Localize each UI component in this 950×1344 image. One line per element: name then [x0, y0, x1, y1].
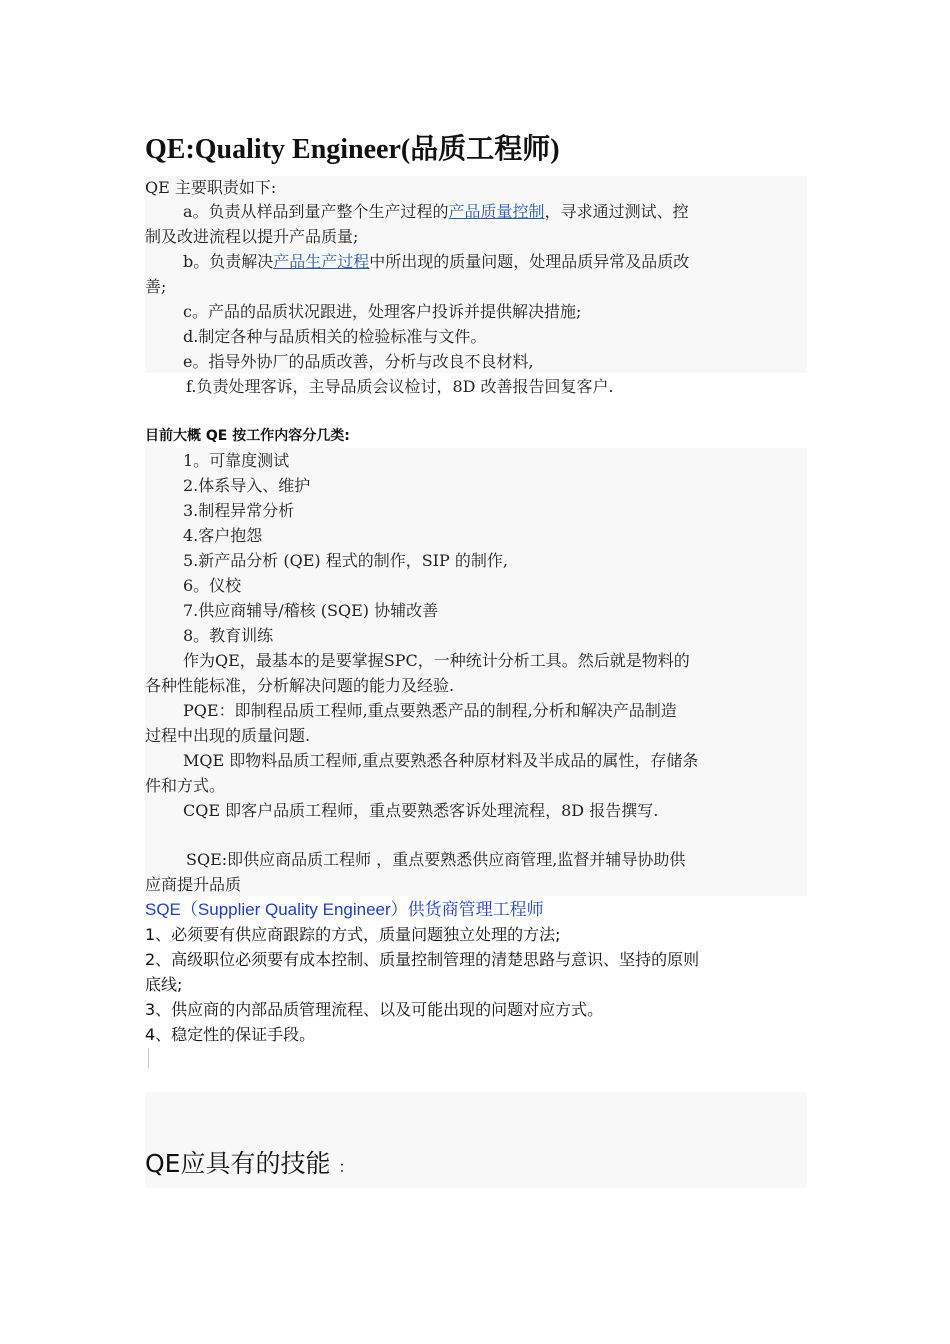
sqe-item-2-line1: 2、高级职位必须要有成本控制、质量控制管理的清楚思路与意识、坚持的原则 [145, 950, 700, 969]
duty-b-text-cont: 中所出现的质量问题，处理品质异常及品质改 [369, 252, 690, 271]
mqe-line1: MQE 即物料品质工程师,重点要熟悉各种原材料及半成品的属性，存储条 [183, 751, 699, 770]
category-item: 4.客户抱怨 [183, 526, 263, 545]
pqe-line1: PQE：即制程品质工程师,重点要熟悉产品的制程,分析和解决产品制造 [183, 701, 677, 720]
cqe-line: CQE 即客户品质工程师，重点要熟悉客诉处理流程，8D 报告撰写. [183, 801, 659, 820]
categories-heading: 目前大概 QE 按工作内容分几类: [145, 428, 350, 444]
duties-intro: QE 主要职责如下: [145, 178, 277, 197]
sqe-heading: SQE（Supplier Quality Engineer）供货商管理工程师 [145, 900, 544, 919]
duty-b-line1 [145, 249, 807, 274]
qe-basic-line1: 作为QE，最基本的是要掌握SPC，一种统计分析工具。然后就是物料的 [183, 651, 690, 670]
duty-a-line2: 制及改进流程以提升产品质量; [145, 227, 359, 246]
sqe-desc-line1: SQE:即供应商品质工程师 ，重点要熟悉供应商管理,监督并辅导协助供 [186, 850, 686, 869]
sqe-item-3: 3、供应商的内部品质管理流程、以及可能出现的问题对应方式。 [145, 1000, 604, 1019]
qe-basic-line2: 各种性能标准，分析解决问题的能力及经验. [145, 676, 455, 695]
product-quality-control-link[interactable]: 产品质量控制 [448, 202, 545, 221]
sqe-item-2-line2: 底线; [145, 975, 183, 994]
duty-f: f.负责处理客诉，主导品质会议检讨，8D 改善报告回复客户. [186, 377, 614, 396]
duty-b-text: b。负责解决 [183, 252, 274, 271]
category-item: 6。仪校 [183, 576, 242, 595]
duty-c: c。产品的品质状况跟进，处理客户投诉并提供解决措施; [183, 302, 582, 321]
production-process-link[interactable]: 产品生产过程 [273, 252, 370, 271]
sqe-item-1: 1、必须要有供应商跟踪的方式，质量问题独立处理的方法; [145, 925, 561, 944]
skills-heading-text: QE应具有的技能 [145, 1149, 331, 1178]
duty-a-text-cont: ，寻求通过测试、控 [544, 202, 689, 221]
mqe-line2: 件和方式。 [145, 776, 226, 795]
category-item: 8。教育训练 [183, 626, 274, 645]
text-cursor [148, 1048, 149, 1068]
duty-a-line1 [145, 199, 807, 224]
pqe-line2: 过程中出现的质量问题. [145, 726, 311, 745]
category-item: 3.制程异常分析 [183, 501, 295, 520]
skills-heading [145, 1146, 353, 1185]
duty-d: d.制定各种与品质相关的检验标准与文件。 [183, 327, 487, 346]
category-item: 2.体系导入、维护 [183, 476, 311, 495]
category-item: 5.新产品分析 (QE) 程式的制作，SIP 的制作, [183, 551, 508, 570]
duty-e: e。指导外协厂的品质改善，分析与改良不良材料, [183, 352, 534, 371]
duty-b-line2: 善; [145, 277, 167, 296]
category-item: 7.供应商辅导/稽核 (SQE) 协辅改善 [183, 601, 439, 620]
sqe-item-4: 4、稳定性的保证手段。 [145, 1025, 316, 1044]
category-item: 1。可靠度测试 [183, 451, 290, 470]
skills-heading-colon: ： [338, 1158, 354, 1176]
sqe-desc-line2: 应商提升品质 [145, 875, 242, 894]
duty-a-text: a。负责从样品到量产整个生产过程的 [183, 202, 449, 221]
page-title: QE:Quality Engineer(品质工程师) [145, 134, 560, 165]
